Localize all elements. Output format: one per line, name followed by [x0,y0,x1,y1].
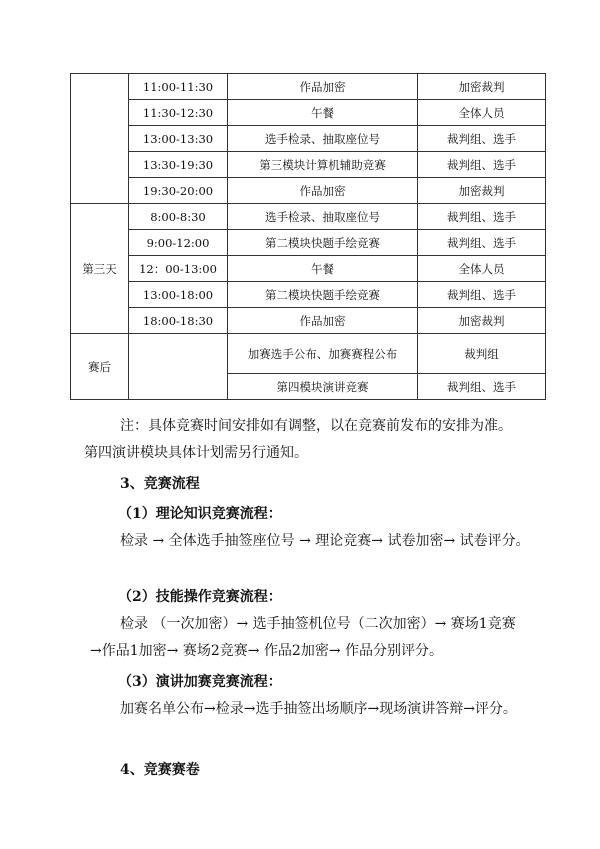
time-cell: 11:00-11:30 [129,74,228,100]
note-block [84,413,530,467]
note-line-2: 第四演讲模块具体计划需另行通知。 [84,445,308,461]
day-cell: 赛后 [71,334,129,400]
personnel-cell: 加密裁判 [418,74,546,100]
table-row [71,74,546,100]
task-cell: 选手检录、抽取座位号 [228,204,418,230]
flow-text: 加赛名单公布→检录→选手抽签出场顺序→现场演讲答辩→评分。 [120,701,517,717]
table-row [71,204,546,230]
speech-flow [90,669,530,723]
time-cell: 9:00-12:00 [129,230,228,256]
task-cell: 第二模块快题手绘竞赛 [228,282,418,308]
table-row [71,152,546,178]
day-cell [71,74,129,204]
task-cell: 加赛选手公布、加赛赛程公布 [228,334,418,374]
table-row [71,230,546,256]
table-row [71,256,546,282]
time-cell: 12：00-13:00 [129,256,228,282]
flow-text: 检录 → 全体选手抽签座位号 → 理论竞赛→ 试卷加密→ 试卷评分。 [120,533,530,549]
task-cell: 第四模块演讲竞赛 [228,374,418,400]
table-row [71,282,546,308]
skill-flow [90,584,530,665]
note-line-1: 注：具体竞赛时间安排如有调整，以在竞赛前发布的安排为准。 [120,418,512,434]
personnel-cell: 裁判组 [418,334,546,374]
personnel-cell: 裁判组、选手 [418,126,546,152]
personnel-cell: 全体人员 [418,100,546,126]
time-cell: 13:30-19:30 [129,152,228,178]
personnel-cell: 裁判组、选手 [418,282,546,308]
task-cell: 作品加密 [228,74,418,100]
table-row [71,126,546,152]
time-cell: 19:30-20:00 [129,178,228,204]
table-row [71,178,546,204]
section-heading: 3、竞赛流程 [120,476,200,492]
schedule-table [70,73,546,400]
personnel-cell: 全体人员 [418,256,546,282]
table-row [71,100,546,126]
personnel-cell: 加密裁判 [418,178,546,204]
personnel-cell: 加密裁判 [418,308,546,334]
subsection-heading: （3）演讲加赛竞赛流程： [118,674,282,690]
theory-flow [90,501,530,555]
section-heading: 4、竞赛赛卷 [120,762,200,778]
flow-text: 检录 （一次加密）→ 选手抽签机位号（二次加密）→ 赛场1竞赛 →作品1加密→ 赛场2竞赛→ 作品2加密→ 作品分别评分。 [90,616,516,659]
time-cell: 13:00-18:00 [129,282,228,308]
task-cell: 第二模块快题手绘竞赛 [228,230,418,256]
time-cell [129,334,228,400]
time-cell: 13:00-13:30 [129,126,228,152]
task-cell: 第三模块计算机辅助竞赛 [228,152,418,178]
personnel-cell: 裁判组、选手 [418,230,546,256]
task-cell: 选手检录、抽取座位号 [228,126,418,152]
task-cell: 午餐 [228,100,418,126]
task-cell: 作品加密 [228,308,418,334]
paper-section [90,757,530,784]
time-cell: 8:00-8:30 [129,204,228,230]
task-cell: 作品加密 [228,178,418,204]
flow-section [90,471,530,498]
table-row [71,308,546,334]
subsection-heading: （1）理论知识竞赛流程： [118,506,282,522]
time-cell: 18:00-18:30 [129,308,228,334]
personnel-cell: 裁判组、选手 [418,374,546,400]
table-row [71,334,546,374]
personnel-cell: 裁判组、选手 [418,204,546,230]
task-cell: 午餐 [228,256,418,282]
subsection-heading: （2）技能操作竞赛流程： [118,589,282,605]
time-cell: 11:30-12:30 [129,100,228,126]
day-cell: 第三天 [71,204,129,334]
personnel-cell: 裁判组、选手 [418,152,546,178]
